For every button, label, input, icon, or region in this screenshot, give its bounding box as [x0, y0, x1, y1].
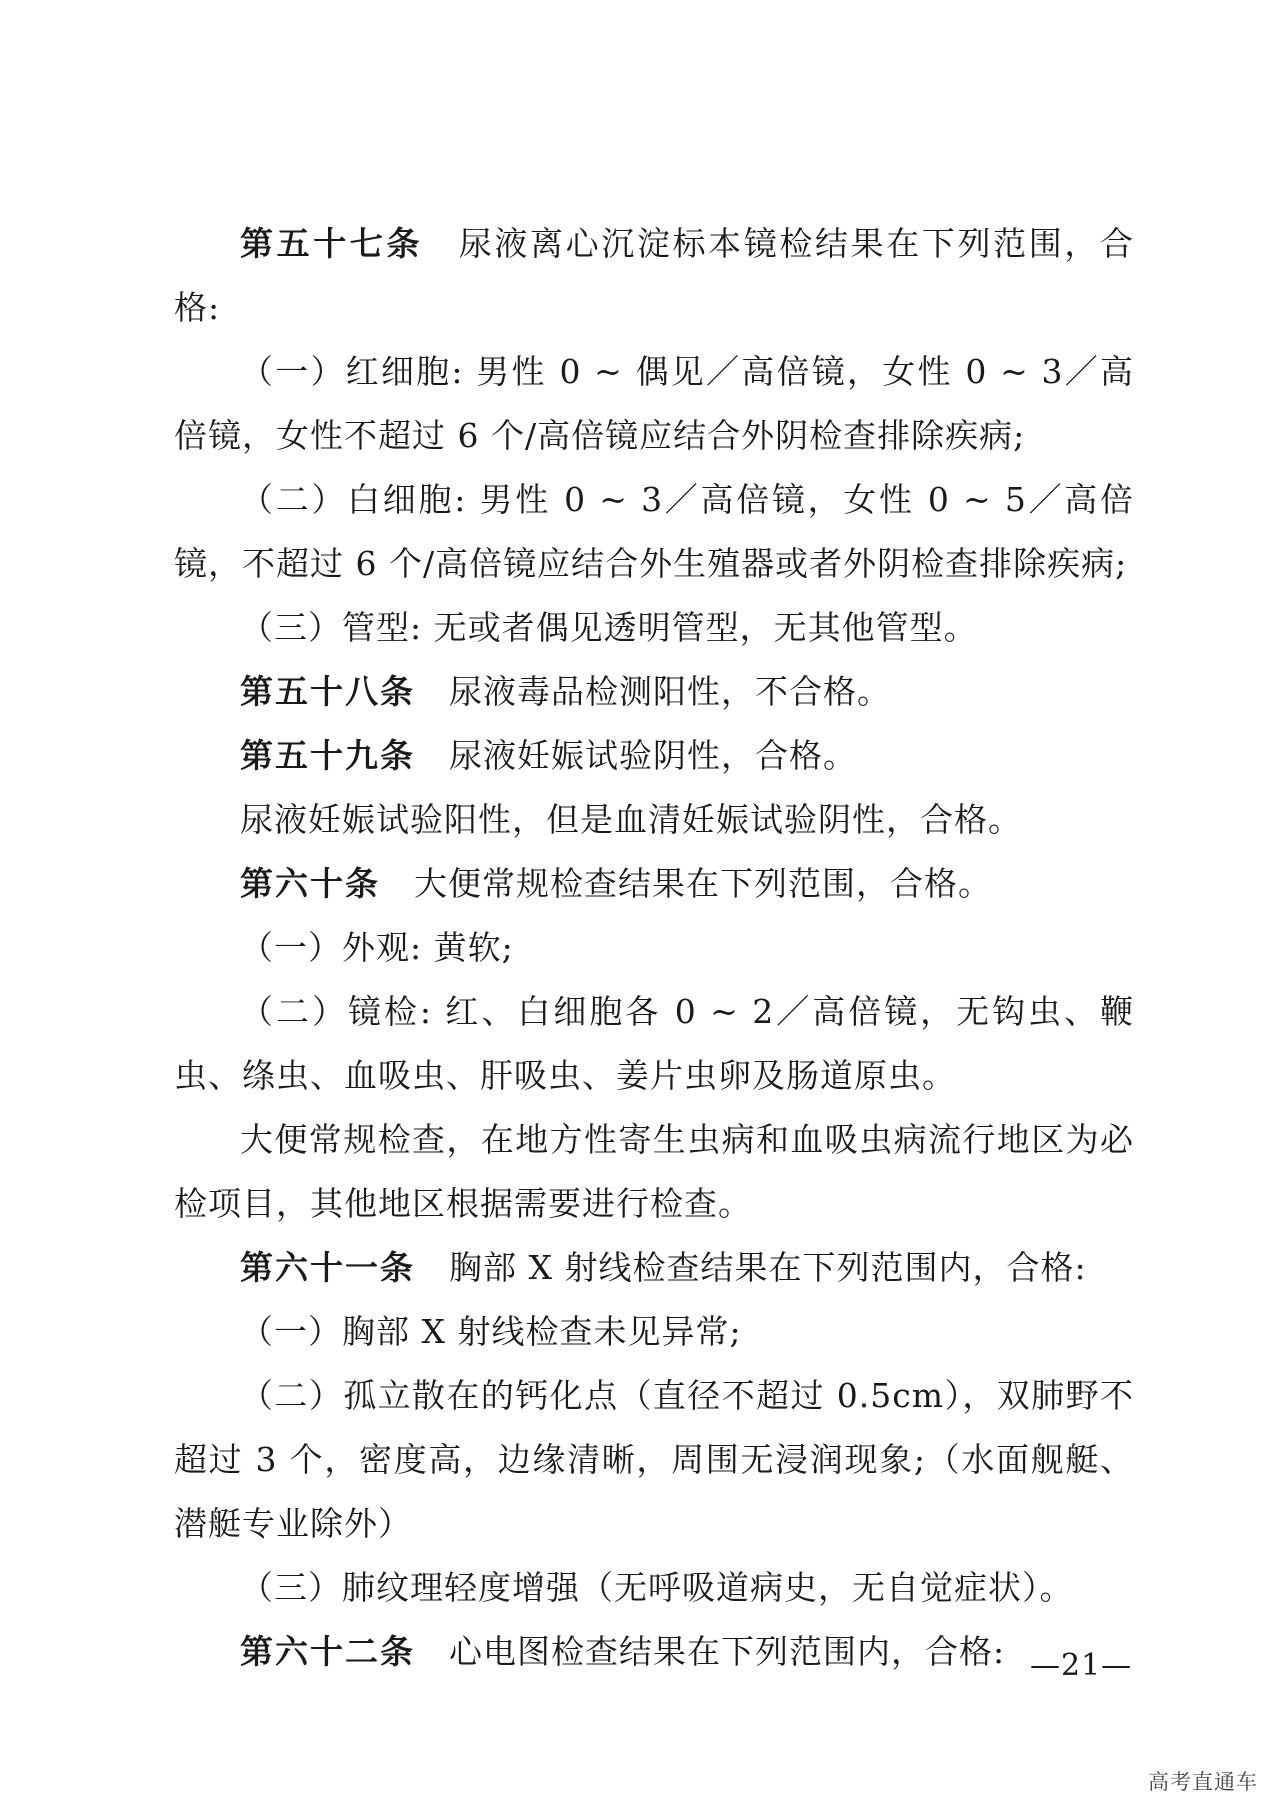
article-62-number: 第六十二条 — [240, 1632, 415, 1671]
article-58-text: 尿液毒品检测阳性，不合格。 — [449, 672, 891, 711]
article-61-heading — [174, 1236, 1134, 1300]
article-57-number: 第五十七条 — [240, 224, 424, 263]
watermark-text: 高考直通车 — [1148, 1770, 1258, 1794]
article-60-item-2: （二）镜检: 红、白细胞各 0 ~ 2／高倍镜，无钩虫、鞭虫、绦虫、血吸虫、肝吸虫、姜片虫卵及肠道原虫。 — [174, 992, 1134, 1095]
article-61-text: 胸部 X 射线检查结果在下列范围内，合格: — [449, 1248, 1087, 1287]
article-57-item-2: （二）白细胞: 男性 0 ~ 3／高倍镜，女性 0 ~ 5／高倍镜，不超过 6 个/高倍镜应结合外生殖器或者外阴检查排除疾病; — [174, 480, 1134, 583]
page-number: —21— — [1030, 1648, 1133, 1683]
article-59-number: 第五十九条 — [240, 736, 415, 775]
article-61-item-2: （二）孤立散在的钙化点（直径不超过 0.5cm），双肺野不超过 3 个，密度高，边缘清晰，周围无浸润现象;（水面舰艇、潜艇专业除外） — [174, 1376, 1134, 1543]
article-61-item-1: （一）胸部 X 射线检查未见异常; — [240, 1312, 742, 1351]
article-57-item-3: （三）管型: 无或者偶见透明管型，无其他管型。 — [240, 608, 978, 647]
article-60-text: 大便常规检查结果在下列范围，合格。 — [414, 864, 992, 903]
article-58-heading — [174, 660, 1134, 724]
article-57-item-1: （一）红细胞: 男性 0 ~ 偶见／高倍镜，女性 0 ~ 3／高倍镜，女性不超过 6 个/高倍镜应结合外阴检查排除疾病; — [174, 352, 1134, 455]
article-60-note: 大便常规检查，在地方性寄生虫病和血吸虫病流行地区为必检项目，其他地区根据需要进行检查。 — [174, 1120, 1134, 1223]
article-60-heading — [174, 852, 1134, 916]
article-58-number: 第五十八条 — [240, 672, 415, 711]
article-60-number: 第六十条 — [240, 864, 380, 903]
article-61-number: 第六十一条 — [240, 1248, 415, 1287]
article-57-text: 尿液离心沉淀标本镜检结果在下列范围，合格: — [174, 224, 1134, 327]
article-59-text: 尿液妊娠试验阴性，合格。 — [449, 736, 857, 775]
article-59-heading — [174, 724, 1134, 788]
article-62-heading — [174, 1620, 1134, 1684]
article-60-item-1: （一）外观: 黄软; — [240, 928, 514, 967]
article-62-text: 心电图检查结果在下列范围内，合格: — [449, 1632, 1006, 1671]
page-body — [174, 212, 1134, 1684]
article-61-item-3: （三）肺纹理轻度增强（无呼吸道病史，无自觉症状）。 — [240, 1568, 1074, 1607]
article-57-heading — [174, 212, 1134, 340]
article-59-note: 尿液妊娠试验阳性，但是血清妊娠试验阴性，合格。 — [240, 800, 1022, 839]
